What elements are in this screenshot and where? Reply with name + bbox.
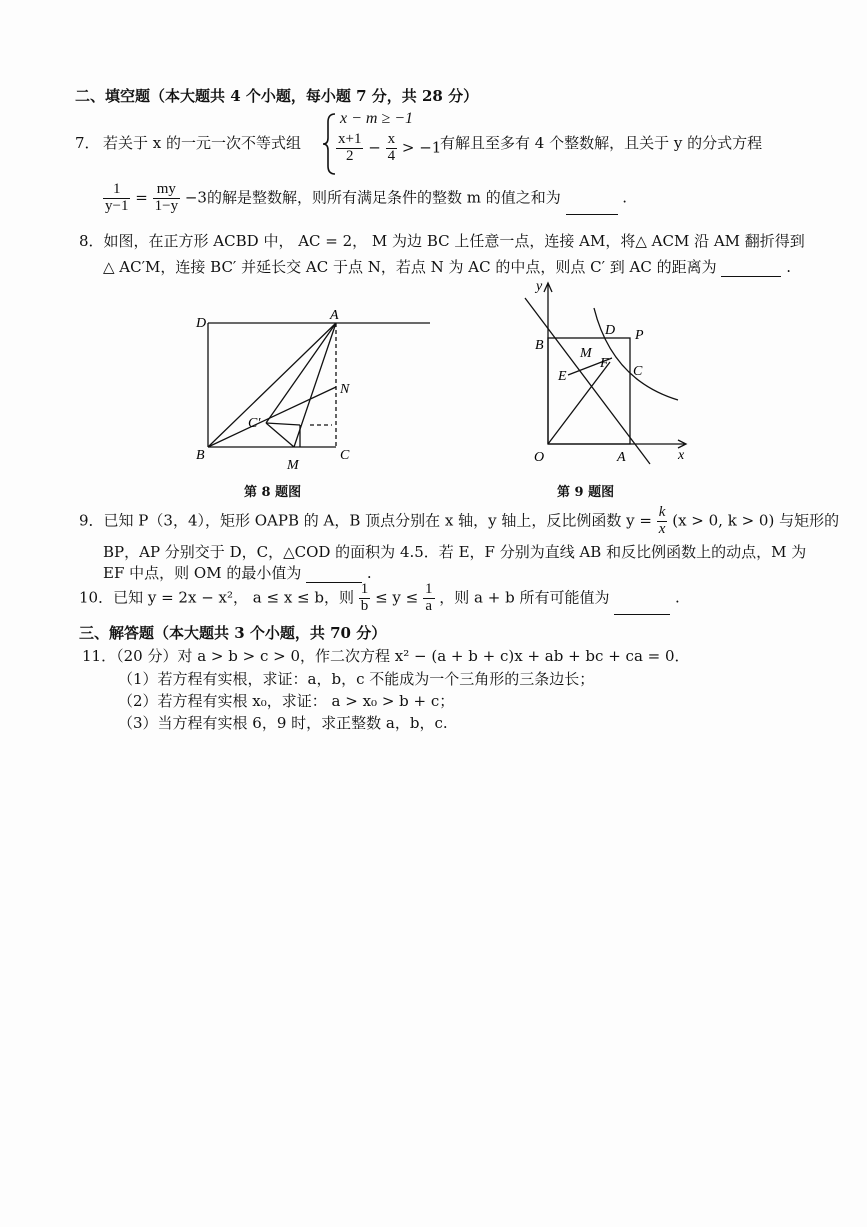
q7-inequality-1: x − m ≥ −1 xyxy=(340,110,414,127)
fig9-label-M: M xyxy=(580,346,592,361)
ineq2-den-a: 2 xyxy=(345,147,354,164)
ineq2-num-a: x+1 xyxy=(338,131,362,147)
eq-den-a: y−1 xyxy=(105,197,129,214)
q10-end: . xyxy=(675,588,680,607)
q10-suffix: ，则 a + b 所有可能值为 xyxy=(439,588,610,607)
eq-den-b: 1−y xyxy=(154,197,179,214)
fig8-caption: 第 8 题图 xyxy=(244,485,302,500)
fig8-seg-BN xyxy=(208,387,336,447)
figure-9 xyxy=(520,278,700,474)
q10-f1-num: 1 xyxy=(360,581,369,597)
q7-inequality-2 xyxy=(336,132,441,165)
q9-end: . xyxy=(366,564,372,582)
eq-num-a: 1 xyxy=(103,182,130,199)
q11-part-1: （1）若方程有实根，求证：a，b，c 不能成为一个三角形的三条边长； xyxy=(118,670,595,688)
fig9-caption: 第 9 题图 xyxy=(557,485,615,500)
section-2-heading: 二、填空题（本大题共 4 个小题，每小题 7 分，共 28 分） xyxy=(75,87,479,105)
q9-line-3-text: EF 中点，则 OM 的最小值为 xyxy=(103,564,302,582)
q8-line-2-text: △ AC′M，连接 BC′ 并延长交 AC 于点 N，若点 N 为 AC 的中点，则点 C′ 到 AC 的距离为 xyxy=(103,258,717,276)
q10-f2-den: a xyxy=(425,597,433,614)
ineq2-num-b: x xyxy=(387,131,396,147)
q7-equation xyxy=(103,182,627,215)
fig9-label-O: O xyxy=(534,450,545,465)
q10-prefix: 10．已知 y = 2x − x²， a ≤ x ≤ b，则 xyxy=(79,588,354,607)
fig8-label-B: B xyxy=(196,448,205,463)
q8-line-1: 8．如图，在正方形 ACBD 中， AC = 2， M 为边 BC 上任意一点，连接 AM，将△ ACM 沿 AM 翻折得到 xyxy=(79,232,805,250)
fig8-seg-AC1 xyxy=(266,323,336,423)
fig9-line-AB xyxy=(525,298,650,464)
fig9-label-D: D xyxy=(605,323,616,338)
q8-line-2 xyxy=(103,256,791,277)
fig8-seg-perp xyxy=(266,423,300,425)
q11-line-1: 11．（20 分）对 a > b > c > 0，作二次方程 x² − (a + b + c)x + ab + bc + ca = 0． xyxy=(82,647,690,665)
fig8-label-C: C xyxy=(340,448,350,463)
q7-end: . xyxy=(622,188,628,207)
ineq2-rhs: > −1 xyxy=(401,138,442,157)
fig9-label-C: C xyxy=(633,364,643,379)
q7-mid: 有解且至多有 4 个整数解，且关于 y 的分式方程 xyxy=(440,134,763,152)
fig9-label-P: P xyxy=(635,328,644,343)
section-3-heading: 三、解答题（本大题共 3 个小题，共 70 分） xyxy=(79,624,387,642)
fig8-label-A: A xyxy=(330,308,339,323)
q10-leq: ≤ y ≤ xyxy=(375,588,419,607)
q7-answer-blank[interactable] xyxy=(566,200,618,215)
fig9-label-x: x xyxy=(678,448,685,463)
q9-line-2: BP，AP 分别交于 D，C，△COD 的面积为 4.5．若 E，F 分别为直线 AB 和反比例函数上的动点，M 为 xyxy=(103,543,807,561)
fig9-label-E: E xyxy=(558,369,567,384)
fig8-label-D: D xyxy=(196,316,207,331)
question-10 xyxy=(79,582,680,615)
q9-frac-den: x xyxy=(658,520,666,537)
q7-tail: −3的解是整数解，则所有满足条件的整数 m 的值之和为 xyxy=(184,188,561,207)
fig8-seg-C1M xyxy=(266,423,294,447)
fig8-label-M: M xyxy=(287,458,299,473)
q9-frac-num: k xyxy=(658,504,666,520)
q9-line-1 xyxy=(79,505,839,538)
q10-answer-blank[interactable] xyxy=(614,600,670,615)
q7-number: 7． xyxy=(75,134,100,152)
fig9-label-B: B xyxy=(535,338,544,353)
fig9-hyperbola xyxy=(594,308,678,400)
eq-num-b: my xyxy=(153,182,180,199)
q9-line-3 xyxy=(103,562,372,583)
q11-part-2: （2）若方程有实根 x₀，求证： a > x₀ > b + c； xyxy=(118,692,455,710)
q9-answer-blank[interactable] xyxy=(306,568,362,583)
fig8-label-C1: C′ xyxy=(248,416,261,431)
q10-f2-num: 1 xyxy=(425,581,433,597)
q8-answer-blank[interactable] xyxy=(721,262,781,277)
q9-line-1a: 9．已知 P（3，4），矩形 OAPB 的 A，B 顶点分别在 x 轴，y 轴上，反比例函数 y = xyxy=(79,511,652,530)
figure-8 xyxy=(190,305,440,485)
ineq2-den-b: 4 xyxy=(387,147,396,164)
eq-sign: = xyxy=(135,188,148,207)
fig9-label-A: A xyxy=(617,450,626,465)
q8-end: . xyxy=(786,258,791,276)
fig9-label-y: y xyxy=(536,279,543,294)
fig9-label-F: F xyxy=(600,356,609,371)
fig8-label-N: N xyxy=(340,382,350,397)
ineq2-minus: − xyxy=(368,138,381,157)
q11-part-3: （3）当方程有实根 6，9 时，求正整数 a，b，c. xyxy=(118,714,448,732)
q7-prefix: 若关于 x 的一元一次不等式组 xyxy=(103,134,301,152)
q9-line-1b: (x > 0, k > 0) 与矩形的 xyxy=(672,511,840,530)
q10-f1-den: b xyxy=(360,597,369,614)
